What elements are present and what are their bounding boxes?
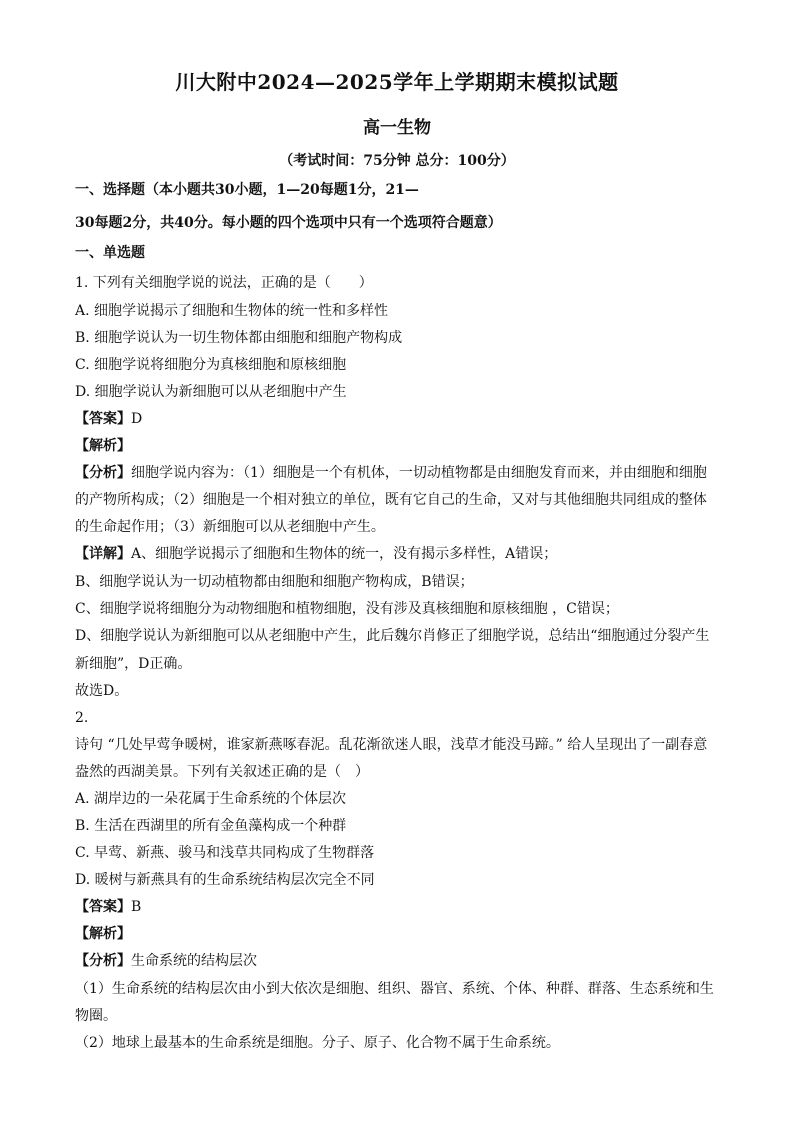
- question-1-xiangjie-line-2: B、细胞学说认为一切动植物都由细胞和细胞产物构成，B错误；: [75, 574, 474, 590]
- question-1-fenxi-line-1: [75, 463, 725, 483]
- question-2-option-b: B. 生活在西湖里的所有金鱼藻构成一个种群: [75, 818, 347, 834]
- page-subtitle: 高一生物: [363, 118, 431, 138]
- question-1-fenxi-line-3: 的生命起作用；（3）新细胞可以从老细胞中产生。: [75, 519, 385, 535]
- question-1-xiangjie-line-3: C、细胞学说将细胞分为动物细胞和植物细胞，没有涉及真核细胞和原核细胞 ，C错误；: [75, 601, 619, 617]
- fenxi-tag: 【分析】: [75, 465, 131, 481]
- question-2-fenxi-line-1: [75, 951, 725, 971]
- question-2-stem-line-1: 诗句 “几处早莺争暖树，谁家新燕啄春泥。乱花渐欲迷人眼，浅草才能没马蹄。” 给人呈现出了一副春意: [75, 737, 708, 753]
- fenxi-text: 生命系统的结构层次: [131, 953, 257, 969]
- question-1-xiangjie-line-1: [75, 544, 725, 564]
- answer-tag: 【答案】: [75, 411, 131, 427]
- fenxi-text: 细胞学说内容为：（1）细胞是一个有机体，一切动植物都是由细胞发育而来，并由细胞和细胞: [131, 465, 707, 481]
- question-2-fenxi-line-4: （2）地球上最基本的生命系统是细胞。分子、原子、化合物不属于生命系统。: [75, 1035, 560, 1051]
- question-1-option-a: A. 细胞学说揭示了细胞和生物体的统一性和多样性: [75, 303, 389, 319]
- answer-value: D: [131, 411, 143, 427]
- question-1-option-c: C. 细胞学说将细胞分为真核细胞和原核细胞: [75, 357, 347, 373]
- question-1-stem: 1. 下列有关细胞学说的说法，正确的是（ ）: [75, 275, 373, 291]
- question-1-option-d: D. 细胞学说认为新细胞可以从老细胞中产生: [75, 384, 347, 400]
- question-1-option-b: B. 细胞学说认为一切生物体都由细胞和细胞产物构成: [75, 330, 403, 346]
- question-2-stem-line-2: 盎然的西湖美景。下列有关叙述正确的是（ ）: [75, 764, 369, 780]
- question-2-answer: [75, 897, 725, 917]
- question-1-xiangjie-line-4: D、细胞学说认为新细胞可以从老细胞中产生，此后魏尔肖修正了细胞学说，总结出“细胞通过分裂产生: [75, 628, 710, 644]
- exam-info: （考试时间：75分钟 总分：100分）: [279, 153, 515, 169]
- question-2-analysis-tag: 【解析】: [75, 926, 131, 942]
- section-heading-line-1: 一、选择题（本小题共30小题，1—20每题1分，21—: [75, 182, 419, 198]
- question-1-xiangjie-line-5: 新细胞”，D正确。: [75, 656, 192, 672]
- question-1-conclusion: 故选D。: [75, 683, 129, 699]
- question-2-fenxi-line-3: 物圈。: [75, 1008, 117, 1024]
- question-2-option-a: A. 湖岸边的一朵花属于生命系统的个体层次: [75, 791, 347, 807]
- fenxi-tag: 【分析】: [75, 953, 131, 969]
- question-2-number: 2.: [75, 710, 89, 726]
- xiangjie-tag: 【详解】: [75, 546, 131, 562]
- section-heading-line-2: 30每题2分，共40分。每小题的四个选项中只有一个选项符合题意）: [75, 215, 502, 231]
- answer-value: B: [131, 899, 142, 915]
- page-title: 川大附中2024—2025学年上学期期末模拟试题: [175, 70, 619, 94]
- question-2-fenxi-line-2: （1）生命系统的结构层次由小到大依次是细胞、组织、器官、系统、个体、种群、群落、生态系统和生: [75, 981, 714, 997]
- question-1-answer: [75, 409, 725, 429]
- xiangjie-text: A、细胞学说揭示了细胞和生物体的统一，没有揭示多样性，A错误；: [131, 546, 558, 562]
- question-2-option-d: D. 暖树与新燕具有的生命系统结构层次完全不同: [75, 872, 375, 888]
- question-1-analysis-tag: 【解析】: [75, 438, 131, 454]
- section-subheading: 一、单选题: [75, 245, 145, 261]
- question-1-fenxi-line-2: 的产物所构成；（2）细胞是一个相对独立的单位，既有它自己的生命，又对与其他细胞共同组成的整体: [75, 492, 707, 508]
- question-2-option-c: C. 早莺、新燕、骏马和浅草共同构成了生物群落: [75, 845, 375, 861]
- answer-tag: 【答案】: [75, 899, 131, 915]
